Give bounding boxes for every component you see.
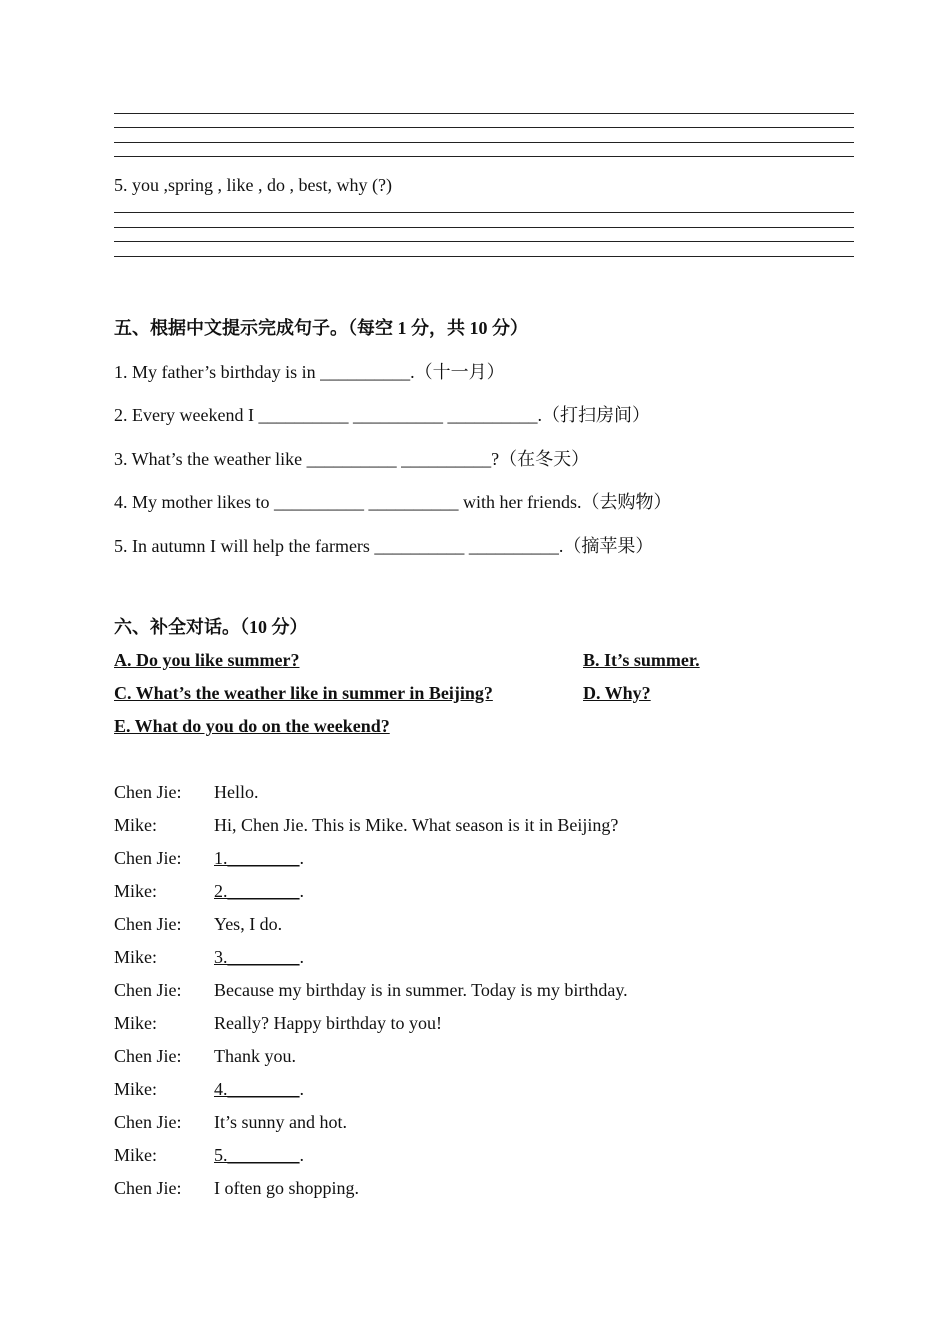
blank-label: 5.________ xyxy=(214,1145,300,1165)
dialogue-line: Hi, Chen Jie. This is Mike. What season is it in Beijing? xyxy=(214,815,619,835)
dialogue-speaker: Mike: xyxy=(114,881,157,901)
dialogue-blank-2 xyxy=(214,881,304,902)
option-c: C. What’s the weather like in summer in Beijing? xyxy=(114,683,493,703)
section-5-item-4: 4. My mother likes to __________ __________ with her friends.（去购物） xyxy=(114,492,672,512)
dialogue-speaker: Chen Jie: xyxy=(114,848,182,868)
dialogue-speaker: Mike: xyxy=(114,1079,157,1099)
dialogue-speaker: Chen Jie: xyxy=(114,1178,182,1198)
dialogue-blank-1 xyxy=(214,848,304,869)
dialogue-line: Hello. xyxy=(214,782,259,802)
dialogue-blank-3 xyxy=(214,947,304,968)
dialogue-line: Thank you. xyxy=(214,1046,296,1066)
option-e: E. What do you do on the weekend? xyxy=(114,716,390,736)
blank-period: . xyxy=(299,881,304,901)
option-a: A. Do you like summer? xyxy=(114,650,300,670)
section-5-heading: 五、根据中文提示完成句子。（每空 1 分，共 10 分） xyxy=(114,318,528,338)
blank-label: 3.________ xyxy=(214,947,300,967)
answer-line xyxy=(114,156,854,157)
section-6-heading: 六、补全对话。（10 分） xyxy=(114,617,308,637)
blank-period: . xyxy=(299,1079,304,1099)
option-d: D. Why? xyxy=(583,683,651,703)
dialogue-line: Because my birthday is in summer. Today is my birthday. xyxy=(214,980,628,1000)
blank-period: . xyxy=(299,1145,304,1165)
answer-line xyxy=(114,241,854,242)
section-5-item-2: 2. Every weekend I __________ __________ __________.（打扫房间） xyxy=(114,405,650,425)
dialogue-blank-4 xyxy=(214,1079,304,1100)
section-5-item-5: 5. In autumn I will help the farmers __________ __________.（摘苹果） xyxy=(114,536,654,556)
dialogue-blank-5 xyxy=(214,1145,304,1166)
answer-line xyxy=(114,212,854,213)
blank-label: 1.________ xyxy=(214,848,300,868)
dialogue-speaker: Chen Jie: xyxy=(114,914,182,934)
dialogue-speaker: Mike: xyxy=(114,1013,157,1033)
option-b: B. It’s summer. xyxy=(583,650,700,670)
section-5-item-3: 3. What’s the weather like __________ __________?（在冬天） xyxy=(114,449,590,469)
dialogue-speaker: Chen Jie: xyxy=(114,980,182,1000)
dialogue-speaker: Mike: xyxy=(114,947,157,967)
blank-label: 4.________ xyxy=(214,1079,300,1099)
answer-line xyxy=(114,142,854,143)
dialogue-line: Yes, I do. xyxy=(214,914,283,934)
dialogue-speaker: Mike: xyxy=(114,1145,157,1165)
dialogue-line: I often go shopping. xyxy=(214,1178,359,1198)
answer-line xyxy=(114,227,854,228)
question-4-item-5: 5. you ,spring , like , do , best, why (?) xyxy=(114,175,392,195)
dialogue-speaker: Chen Jie: xyxy=(114,1112,182,1132)
blank-period: . xyxy=(299,947,304,967)
answer-line xyxy=(114,127,854,128)
dialogue-speaker: Chen Jie: xyxy=(114,1046,182,1066)
section-5-item-1: 1. My father’s birthday is in __________.（十一月） xyxy=(114,362,505,382)
dialogue-speaker: Mike: xyxy=(114,815,157,835)
dialogue-line: Really? Happy birthday to you! xyxy=(214,1013,442,1033)
dialogue-speaker: Chen Jie: xyxy=(114,782,182,802)
blank-label: 2.________ xyxy=(214,881,300,901)
answer-line xyxy=(114,256,854,257)
answer-line xyxy=(114,113,854,114)
dialogue-line: It’s sunny and hot. xyxy=(214,1112,347,1132)
blank-period: . xyxy=(299,848,304,868)
